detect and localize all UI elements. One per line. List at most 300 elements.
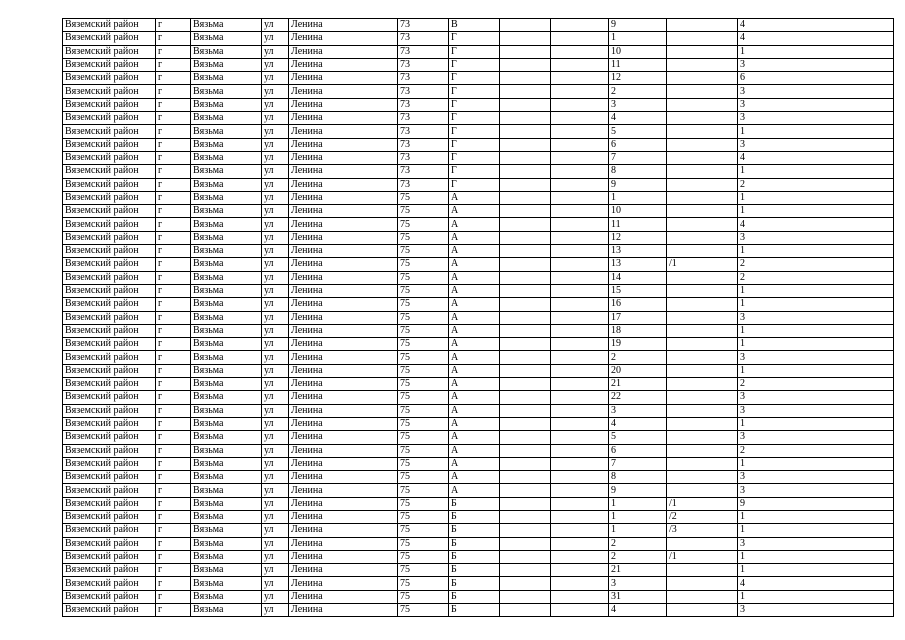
apartment-cell: 11 — [609, 218, 667, 231]
apartment-fraction-cell — [667, 191, 738, 204]
building-cell — [500, 510, 551, 523]
table-row — [63, 564, 894, 577]
apartment-cell: 1 — [609, 497, 667, 510]
count-cell: 3 — [738, 604, 894, 617]
house-letter-cell: Г — [449, 45, 500, 58]
house-letter-cell: А — [449, 338, 500, 351]
house-number-cell: 75 — [398, 284, 449, 297]
district-cell: Вяземский район — [63, 19, 156, 32]
structure-cell — [551, 550, 609, 563]
building-cell — [500, 138, 551, 151]
apartment-fraction-cell — [667, 112, 738, 125]
settlement-name-cell: Вязьма — [191, 444, 262, 457]
settlement-type-cell: г — [156, 351, 191, 364]
table-row — [63, 205, 894, 218]
apartment-fraction-cell — [667, 457, 738, 470]
settlement-name-cell: Вязьма — [191, 364, 262, 377]
settlement-name-cell: Вязьма — [191, 19, 262, 32]
settlement-type-cell: г — [156, 19, 191, 32]
district-cell: Вяземский район — [63, 245, 156, 258]
apartment-fraction-cell: /2 — [667, 510, 738, 523]
house-letter-cell: Г — [449, 85, 500, 98]
table-row — [63, 45, 894, 58]
structure-cell — [551, 324, 609, 337]
street-name-cell: Ленина — [289, 457, 398, 470]
house-number-cell: 73 — [398, 32, 449, 45]
settlement-type-cell: г — [156, 245, 191, 258]
settlement-name-cell: Вязьма — [191, 484, 262, 497]
house-number-cell: 75 — [398, 431, 449, 444]
apartment-cell: 8 — [609, 471, 667, 484]
table-row — [63, 191, 894, 204]
house-letter-cell: Г — [449, 151, 500, 164]
settlement-type-cell: г — [156, 417, 191, 430]
house-number-cell: 75 — [398, 590, 449, 603]
apartment-cell: 2 — [609, 550, 667, 563]
settlement-name-cell: Вязьма — [191, 524, 262, 537]
count-cell: 2 — [738, 444, 894, 457]
house-letter-cell: Г — [449, 72, 500, 85]
count-cell: 3 — [738, 58, 894, 71]
structure-cell — [551, 378, 609, 391]
count-cell: 3 — [738, 138, 894, 151]
structure-cell — [551, 537, 609, 550]
street-type-cell: ул — [262, 444, 289, 457]
house-number-cell: 75 — [398, 550, 449, 563]
house-letter-cell: Б — [449, 524, 500, 537]
district-cell: Вяземский район — [63, 311, 156, 324]
apartment-cell: 13 — [609, 245, 667, 258]
street-name-cell: Ленина — [289, 218, 398, 231]
apartment-fraction-cell — [667, 537, 738, 550]
district-cell: Вяземский район — [63, 351, 156, 364]
apartment-cell: 21 — [609, 564, 667, 577]
settlement-type-cell: г — [156, 112, 191, 125]
street-name-cell: Ленина — [289, 590, 398, 603]
house-number-cell: 73 — [398, 58, 449, 71]
street-type-cell: ул — [262, 404, 289, 417]
settlement-type-cell: г — [156, 378, 191, 391]
settlement-type-cell: г — [156, 444, 191, 457]
building-cell — [500, 151, 551, 164]
house-number-cell: 75 — [398, 510, 449, 523]
street-name-cell: Ленина — [289, 524, 398, 537]
building-cell — [500, 284, 551, 297]
table-body — [63, 19, 894, 617]
house-number-cell: 75 — [398, 231, 449, 244]
house-letter-cell: А — [449, 364, 500, 377]
count-cell: 3 — [738, 471, 894, 484]
structure-cell — [551, 72, 609, 85]
district-cell: Вяземский район — [63, 417, 156, 430]
structure-cell — [551, 284, 609, 297]
house-letter-cell: А — [449, 457, 500, 470]
apartment-fraction-cell — [667, 231, 738, 244]
settlement-type-cell: г — [156, 85, 191, 98]
structure-cell — [551, 191, 609, 204]
table-row — [63, 151, 894, 164]
count-cell: 3 — [738, 391, 894, 404]
count-cell: 2 — [738, 258, 894, 271]
structure-cell — [551, 457, 609, 470]
street-name-cell: Ленина — [289, 45, 398, 58]
street-type-cell: ул — [262, 178, 289, 191]
structure-cell — [551, 364, 609, 377]
house-letter-cell: Г — [449, 165, 500, 178]
building-cell — [500, 72, 551, 85]
structure-cell — [551, 151, 609, 164]
district-cell: Вяземский район — [63, 577, 156, 590]
apartment-cell: 9 — [609, 178, 667, 191]
house-number-cell: 75 — [398, 218, 449, 231]
house-letter-cell: А — [449, 258, 500, 271]
count-cell: 3 — [738, 85, 894, 98]
settlement-name-cell: Вязьма — [191, 457, 262, 470]
street-type-cell: ул — [262, 577, 289, 590]
street-name-cell: Ленина — [289, 564, 398, 577]
street-name-cell: Ленина — [289, 271, 398, 284]
house-number-cell: 75 — [398, 471, 449, 484]
house-letter-cell: Б — [449, 510, 500, 523]
district-cell: Вяземский район — [63, 218, 156, 231]
table-row — [63, 298, 894, 311]
settlement-type-cell: г — [156, 191, 191, 204]
house-number-cell: 75 — [398, 298, 449, 311]
apartment-cell: 8 — [609, 165, 667, 178]
table-row — [63, 550, 894, 563]
apartment-fraction-cell — [667, 298, 738, 311]
street-name-cell: Ленина — [289, 324, 398, 337]
table-row — [63, 391, 894, 404]
building-cell — [500, 457, 551, 470]
street-type-cell: ул — [262, 284, 289, 297]
count-cell: 1 — [738, 205, 894, 218]
street-type-cell: ул — [262, 324, 289, 337]
settlement-type-cell: г — [156, 484, 191, 497]
district-cell: Вяземский район — [63, 271, 156, 284]
table-row — [63, 32, 894, 45]
district-cell: Вяземский район — [63, 484, 156, 497]
settlement-type-cell: г — [156, 457, 191, 470]
settlement-type-cell: г — [156, 431, 191, 444]
street-name-cell: Ленина — [289, 85, 398, 98]
settlement-name-cell: Вязьма — [191, 497, 262, 510]
settlement-name-cell: Вязьма — [191, 178, 262, 191]
house-number-cell: 73 — [398, 125, 449, 138]
apartment-cell: 9 — [609, 19, 667, 32]
settlement-name-cell: Вязьма — [191, 271, 262, 284]
house-letter-cell: Б — [449, 577, 500, 590]
apartment-cell: 2 — [609, 537, 667, 550]
district-cell: Вяземский район — [63, 378, 156, 391]
house-number-cell: 73 — [398, 151, 449, 164]
building-cell — [500, 32, 551, 45]
house-letter-cell: Б — [449, 550, 500, 563]
house-number-cell: 75 — [398, 378, 449, 391]
house-number-cell: 75 — [398, 484, 449, 497]
district-cell: Вяземский район — [63, 72, 156, 85]
building-cell — [500, 338, 551, 351]
structure-cell — [551, 85, 609, 98]
street-name-cell: Ленина — [289, 178, 398, 191]
structure-cell — [551, 404, 609, 417]
building-cell — [500, 604, 551, 617]
building-cell — [500, 271, 551, 284]
district-cell: Вяземский район — [63, 58, 156, 71]
building-cell — [500, 85, 551, 98]
apartment-fraction-cell — [667, 338, 738, 351]
house-number-cell: 75 — [398, 271, 449, 284]
street-type-cell: ул — [262, 457, 289, 470]
apartment-fraction-cell — [667, 151, 738, 164]
street-type-cell: ул — [262, 604, 289, 617]
house-number-cell: 75 — [398, 364, 449, 377]
district-cell: Вяземский район — [63, 112, 156, 125]
district-cell: Вяземский район — [63, 178, 156, 191]
house-letter-cell: А — [449, 431, 500, 444]
district-cell: Вяземский район — [63, 524, 156, 537]
settlement-name-cell: Вязьма — [191, 258, 262, 271]
street-name-cell: Ленина — [289, 298, 398, 311]
structure-cell — [551, 218, 609, 231]
street-name-cell: Ленина — [289, 604, 398, 617]
house-number-cell: 73 — [398, 138, 449, 151]
document-page — [62, 18, 894, 617]
house-number-cell: 75 — [398, 324, 449, 337]
district-cell: Вяземский район — [63, 497, 156, 510]
count-cell: 4 — [738, 218, 894, 231]
street-type-cell: ул — [262, 378, 289, 391]
building-cell — [500, 564, 551, 577]
table-row — [63, 72, 894, 85]
house-number-cell: 75 — [398, 417, 449, 430]
house-letter-cell: Б — [449, 564, 500, 577]
apartment-fraction-cell — [667, 404, 738, 417]
street-name-cell: Ленина — [289, 378, 398, 391]
house-letter-cell: А — [449, 351, 500, 364]
house-letter-cell: А — [449, 471, 500, 484]
building-cell — [500, 431, 551, 444]
house-number-cell: 75 — [398, 564, 449, 577]
building-cell — [500, 484, 551, 497]
house-letter-cell: Б — [449, 604, 500, 617]
house-letter-cell: А — [449, 205, 500, 218]
building-cell — [500, 577, 551, 590]
settlement-name-cell: Вязьма — [191, 245, 262, 258]
building-cell — [500, 298, 551, 311]
settlement-name-cell: Вязьма — [191, 165, 262, 178]
apartment-fraction-cell — [667, 165, 738, 178]
structure-cell — [551, 165, 609, 178]
street-type-cell: ул — [262, 391, 289, 404]
district-cell: Вяземский район — [63, 604, 156, 617]
apartment-cell: 12 — [609, 231, 667, 244]
count-cell: 3 — [738, 404, 894, 417]
apartment-cell: 22 — [609, 391, 667, 404]
apartment-fraction-cell — [667, 324, 738, 337]
apartment-fraction-cell — [667, 444, 738, 457]
structure-cell — [551, 19, 609, 32]
house-letter-cell: А — [449, 484, 500, 497]
building-cell — [500, 245, 551, 258]
district-cell: Вяземский район — [63, 404, 156, 417]
settlement-type-cell: г — [156, 231, 191, 244]
count-cell: 1 — [738, 510, 894, 523]
settlement-type-cell: г — [156, 178, 191, 191]
apartment-cell: 13 — [609, 258, 667, 271]
count-cell: 9 — [738, 497, 894, 510]
table-row — [63, 524, 894, 537]
street-type-cell: ул — [262, 218, 289, 231]
street-type-cell: ул — [262, 138, 289, 151]
apartment-fraction-cell — [667, 98, 738, 111]
apartment-cell: 10 — [609, 205, 667, 218]
table-row — [63, 85, 894, 98]
house-letter-cell: А — [449, 404, 500, 417]
settlement-name-cell: Вязьма — [191, 125, 262, 138]
settlement-type-cell: г — [156, 72, 191, 85]
street-name-cell: Ленина — [289, 58, 398, 71]
structure-cell — [551, 138, 609, 151]
structure-cell — [551, 98, 609, 111]
settlement-name-cell: Вязьма — [191, 564, 262, 577]
structure-cell — [551, 45, 609, 58]
building-cell — [500, 590, 551, 603]
settlement-name-cell: Вязьма — [191, 351, 262, 364]
table-row — [63, 218, 894, 231]
street-name-cell: Ленина — [289, 125, 398, 138]
district-cell: Вяземский район — [63, 32, 156, 45]
street-type-cell: ул — [262, 32, 289, 45]
count-cell: 1 — [738, 191, 894, 204]
building-cell — [500, 444, 551, 457]
building-cell — [500, 98, 551, 111]
district-cell: Вяземский район — [63, 444, 156, 457]
table-row — [63, 112, 894, 125]
house-letter-cell: Г — [449, 178, 500, 191]
house-number-cell: 75 — [398, 191, 449, 204]
table-row — [63, 497, 894, 510]
settlement-type-cell: г — [156, 550, 191, 563]
apartment-cell: 2 — [609, 351, 667, 364]
building-cell — [500, 258, 551, 271]
table-row — [63, 484, 894, 497]
street-type-cell: ул — [262, 72, 289, 85]
building-cell — [500, 231, 551, 244]
district-cell: Вяземский район — [63, 85, 156, 98]
building-cell — [500, 311, 551, 324]
building-cell — [500, 471, 551, 484]
street-name-cell: Ленина — [289, 72, 398, 85]
apartment-fraction-cell — [667, 125, 738, 138]
street-type-cell: ул — [262, 45, 289, 58]
house-letter-cell: А — [449, 271, 500, 284]
house-letter-cell: А — [449, 417, 500, 430]
settlement-type-cell: г — [156, 604, 191, 617]
building-cell — [500, 165, 551, 178]
street-type-cell: ул — [262, 245, 289, 258]
apartment-fraction-cell — [667, 417, 738, 430]
apartment-fraction-cell — [667, 245, 738, 258]
building-cell — [500, 112, 551, 125]
table-row — [63, 338, 894, 351]
district-cell: Вяземский район — [63, 510, 156, 523]
table-row — [63, 258, 894, 271]
settlement-type-cell: г — [156, 471, 191, 484]
house-number-cell: 75 — [398, 338, 449, 351]
structure-cell — [551, 338, 609, 351]
count-cell: 1 — [738, 364, 894, 377]
house-letter-cell: А — [449, 444, 500, 457]
house-letter-cell: А — [449, 298, 500, 311]
street-name-cell: Ленина — [289, 311, 398, 324]
building-cell — [500, 218, 551, 231]
count-cell: 3 — [738, 112, 894, 125]
count-cell: 2 — [738, 178, 894, 191]
apartment-cell: 12 — [609, 72, 667, 85]
settlement-name-cell: Вязьма — [191, 431, 262, 444]
house-number-cell: 73 — [398, 165, 449, 178]
street-type-cell: ул — [262, 298, 289, 311]
street-type-cell: ул — [262, 364, 289, 377]
street-type-cell: ул — [262, 524, 289, 537]
count-cell: 3 — [738, 537, 894, 550]
house-number-cell: 73 — [398, 72, 449, 85]
count-cell: 1 — [738, 324, 894, 337]
building-cell — [500, 58, 551, 71]
table-row — [63, 271, 894, 284]
district-cell: Вяземский район — [63, 537, 156, 550]
house-number-cell: 75 — [398, 391, 449, 404]
street-type-cell: ул — [262, 85, 289, 98]
district-cell: Вяземский район — [63, 284, 156, 297]
house-letter-cell: Г — [449, 98, 500, 111]
apartment-cell: 7 — [609, 151, 667, 164]
house-number-cell: 75 — [398, 577, 449, 590]
street-type-cell: ул — [262, 537, 289, 550]
house-letter-cell: Б — [449, 590, 500, 603]
table-row — [63, 19, 894, 32]
street-type-cell: ул — [262, 338, 289, 351]
district-cell: Вяземский район — [63, 590, 156, 603]
building-cell — [500, 45, 551, 58]
structure-cell — [551, 271, 609, 284]
street-name-cell: Ленина — [289, 231, 398, 244]
street-name-cell: Ленина — [289, 98, 398, 111]
settlement-type-cell: г — [156, 258, 191, 271]
district-cell: Вяземский район — [63, 391, 156, 404]
apartment-fraction-cell: /3 — [667, 524, 738, 537]
settlement-name-cell: Вязьма — [191, 537, 262, 550]
apartment-cell: 4 — [609, 112, 667, 125]
apartment-cell: 9 — [609, 484, 667, 497]
structure-cell — [551, 112, 609, 125]
street-name-cell: Ленина — [289, 550, 398, 563]
structure-cell — [551, 497, 609, 510]
settlement-type-cell: г — [156, 364, 191, 377]
settlement-name-cell: Вязьма — [191, 510, 262, 523]
structure-cell — [551, 32, 609, 45]
settlement-name-cell: Вязьма — [191, 218, 262, 231]
count-cell: 1 — [738, 245, 894, 258]
apartment-fraction-cell — [667, 391, 738, 404]
table-row — [63, 444, 894, 457]
settlement-type-cell: г — [156, 151, 191, 164]
table-row — [63, 284, 894, 297]
settlement-type-cell: г — [156, 537, 191, 550]
street-type-cell: ул — [262, 431, 289, 444]
house-number-cell: 73 — [398, 98, 449, 111]
